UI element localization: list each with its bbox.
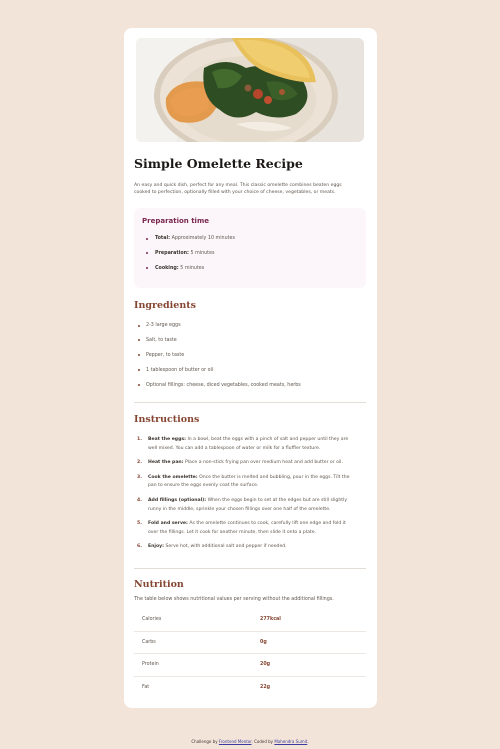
step-text: Serve hot, with additional salt and pepper if needed.	[165, 544, 287, 550]
section-divider	[134, 402, 366, 403]
prep-item-cooking	[142, 265, 235, 280]
nutrition-heading: Nutrition	[134, 579, 184, 590]
footer-middle: . Coded by	[251, 739, 274, 744]
ingredients-list	[134, 322, 359, 396]
step-number: 4.	[137, 498, 142, 504]
instruction-step	[134, 459, 356, 468]
step-label: Beat the eggs:	[148, 437, 186, 442]
prep-value: Approximately 10 minutes	[171, 236, 235, 241]
step-text: Place a non-stick frying pan over medium heat and add butter or oil.	[185, 460, 343, 466]
step-number: 3.	[137, 474, 142, 480]
ingredient-item: Pepper, to taste	[134, 352, 359, 367]
instructions-list	[134, 436, 356, 558]
prep-value: 5 minutes	[190, 250, 215, 256]
ingredient-item: 1 tablespoon of butter or oil	[134, 367, 359, 382]
nutrient-name: Protein	[134, 654, 260, 677]
nutrient-value: 20g	[260, 654, 366, 677]
step-number: 5.	[137, 521, 142, 527]
section-divider	[134, 568, 366, 569]
instruction-step	[134, 436, 356, 453]
step-number: 2.	[137, 460, 142, 466]
nutrient-name: Carbs	[134, 631, 260, 654]
preparation-list	[142, 235, 235, 279]
nutrition-description: The table below shows nutritional values per serving without the additional fillings.	[134, 597, 334, 602]
prep-label: Cooking:	[155, 265, 179, 271]
step-label: Fold and serve:	[148, 521, 188, 527]
step-number: 1.	[137, 437, 142, 442]
omelette-image	[136, 38, 364, 142]
ingredient-item: 2-3 large eggs	[134, 322, 359, 337]
instruction-step	[134, 474, 356, 491]
step-label: Heat the pan:	[148, 460, 184, 466]
instruction-step	[134, 543, 356, 552]
prep-label: Total:	[155, 236, 171, 241]
step-text: When the eggs begin to set at the edges but are still slightly runny in the middle, sprinkle your chosen fillings over one half of the omelette.	[148, 498, 348, 512]
prep-item-preparation	[142, 250, 235, 265]
nutrition-table	[134, 609, 366, 698]
step-number: 6.	[137, 544, 142, 550]
step-label: Enjoy:	[148, 544, 164, 550]
nutrient-name: Calories	[134, 609, 260, 631]
prep-label: Preparation:	[155, 250, 189, 256]
instruction-step	[134, 497, 356, 514]
prep-item-total	[142, 235, 235, 250]
nutrient-value: 0g	[260, 631, 366, 654]
nutrient-name: Fat	[142, 684, 150, 690]
ingredients-heading: Ingredients	[134, 300, 196, 311]
preparation-heading: Preparation time	[142, 217, 210, 225]
nutrient-value: 277kcal	[260, 609, 366, 631]
step-text: As the omelette continues to cook, carefully lift one edge and fold it over the fillings. Let it cook for another minute, then slide it onto a plate.	[148, 521, 346, 535]
frontend-mentor-link[interactable]: Frontend Mentor	[218, 739, 252, 744]
step-text: Once the butter is melted and bubbling, pour in the eggs. Tilt the pan to ensure the eggs evenly coat the surface.	[148, 474, 350, 489]
omelette-photo-illustration	[136, 38, 364, 142]
footer-suffix: .	[307, 739, 309, 744]
ingredient-item: Optional fillings: cheese, diced vegetables, cooked meats, herbs	[134, 382, 359, 397]
table-row	[134, 676, 366, 698]
prep-value: 5 minutes	[180, 265, 205, 271]
nutrient-value: 22g	[260, 684, 271, 690]
preparation-time-box	[134, 208, 366, 288]
step-label: Cook the omelette:	[148, 474, 198, 480]
attribution-footer	[0, 739, 500, 744]
recipe-card	[124, 28, 377, 708]
step-label: Add fillings (optional):	[148, 498, 207, 504]
recipe-intro: An easy and quick dish, perfect for any meal. This classic omelette combines beaten eggs cooked to perfection, optionally filled with your choice of cheese, vegetables, or meats.	[134, 183, 342, 195]
table-row	[134, 631, 366, 654]
instruction-step	[134, 520, 356, 537]
instructions-heading: Instructions	[134, 414, 200, 425]
step-text: In a bowl, beat the eggs with a pinch of salt and pepper until they are well mixed. You can add a tablespoon of water or milk for a fluffier texture.	[148, 437, 349, 451]
ingredient-item: Salt, to taste	[134, 337, 359, 352]
table-row	[134, 609, 366, 631]
footer-prefix: Challenge by	[191, 739, 218, 744]
table-row	[134, 654, 366, 677]
author-link[interactable]: Mahendra Sumit	[274, 739, 308, 744]
recipe-title: Simple Omelette Recipe	[134, 156, 303, 171]
